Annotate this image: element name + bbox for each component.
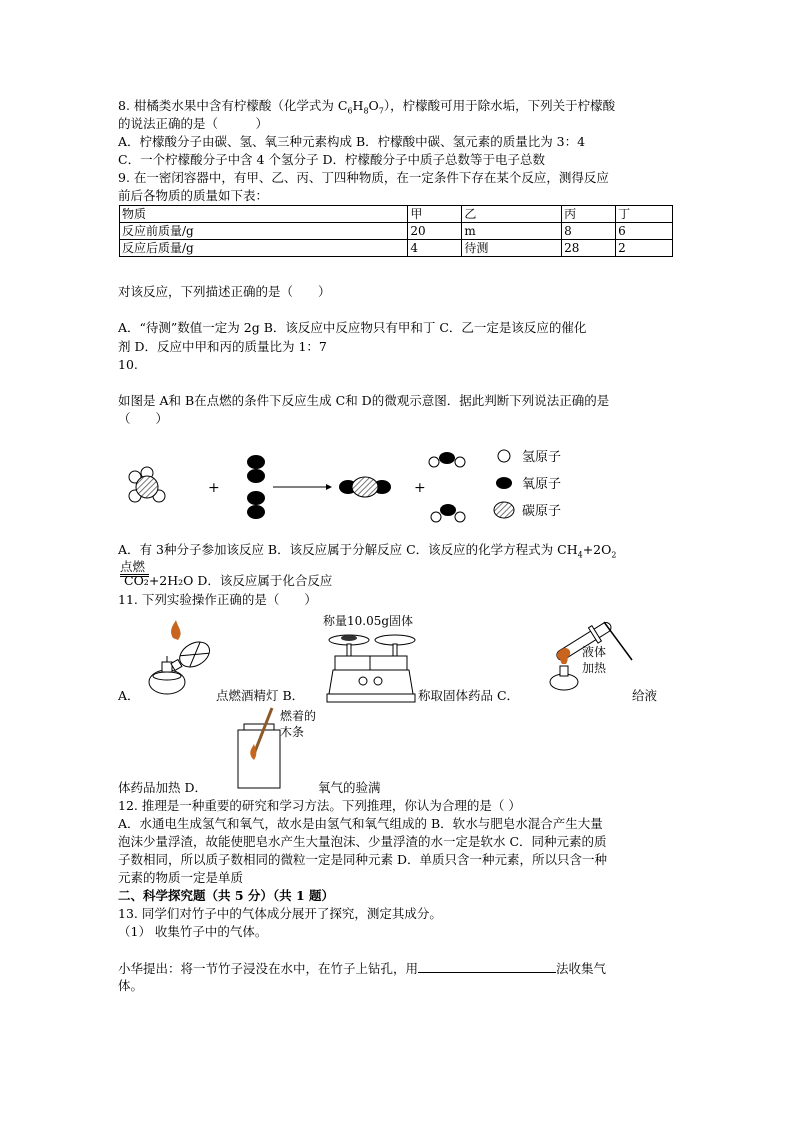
q10-stem-line1: 如图是 A和 B在点燃的条件下反应生成 C和 D的微观示意图．据此判断下列说法正确的是 — [118, 393, 610, 408]
q10-options-line2: CO₂+2H₂O D．该反应属于化合反应 — [124, 573, 333, 588]
svg-text:液体: 液体 — [582, 645, 607, 659]
table-header-cell: 丙 — [562, 206, 616, 223]
table-cell: 2 — [616, 240, 673, 257]
section-title: 二、科学探究题（共 5 分）（共 1 题） — [118, 888, 335, 903]
table-header-cell: 乙 — [462, 206, 562, 223]
q10-number: 10. — [118, 357, 138, 372]
q10-stem-line2: （ ） — [118, 411, 169, 426]
balance-caption: 称量10.05g固体 — [323, 614, 414, 628]
plus-sign: + — [414, 480, 426, 496]
q10-options-line1: A．有 3种分子参加该反应 B．该反应属于分解反应 C．该反应的化学方程式为 $CH_4+2O_2$ — [118, 542, 617, 560]
svg-text:氢原子: 氢原子 — [522, 449, 562, 464]
oxygen-test-bottle-icon — [230, 706, 330, 790]
table-cell: 28 — [562, 240, 616, 257]
q13-text-line2: 体。 — [118, 978, 144, 993]
q12-options-line2: 泡沫少量浮渣，故能使肥皂水产生大量泡沫、少量浮渣的水一定是软水 C．同种元素的质 — [118, 834, 607, 849]
q12-stem: 12. 推理是一种重要的研究和学习方法。下列推理，你认为合理的是（ ） — [118, 798, 521, 813]
table-cell: 反应后质量/g — [120, 240, 408, 257]
table-cell: 8 — [562, 223, 616, 240]
carbon-dioxide-molecule-icon — [339, 477, 391, 497]
test-tube-heating-icon — [540, 612, 640, 694]
table-cell: m — [462, 223, 562, 240]
table-cell: 20 — [408, 223, 462, 240]
q13-text-line1: 小华提出：将一节竹子浸没在水中，在竹子上钻孔，用 法收集气 — [118, 961, 607, 976]
table-header-cell: 甲 — [408, 206, 462, 223]
q8-options-cd: C．一个柠檬酸分子中含 4 个氢分子 D．柠檬酸分子中质子总数等于电子总数 — [118, 152, 545, 167]
methane-molecule-icon — [129, 467, 165, 502]
svg-text:燃着的: 燃着的 — [280, 709, 317, 723]
table-header-cell: 物质 — [120, 206, 408, 223]
water-molecule-icon — [429, 452, 465, 467]
svg-text:加热: 加热 — [582, 661, 607, 675]
q8-options-ab: A．柠檬酸分子由碳、氢、氧三种元素构成 B．柠檬酸中碳、氢元素的质量比为 3：4 — [118, 134, 586, 149]
reaction-condition: 点燃 — [120, 560, 149, 577]
q9-options-line1: A．“待测”数值一定为 2g B．该反应中反应物只有甲和丁 C．乙一定是该反应的催化 — [118, 320, 587, 335]
q13-stem: 13. 同学们对竹子中的气体成分展开了探究，测定其成分。 — [118, 906, 442, 921]
q10-reaction-diagram — [118, 440, 598, 530]
svg-text:碳原子: 碳原子 — [522, 503, 562, 518]
legend-carbon — [494, 502, 561, 518]
oxygen-molecule-icon — [247, 491, 265, 519]
table-row — [120, 223, 673, 240]
oxygen-molecule-icon — [247, 455, 265, 483]
plus-sign: + — [208, 480, 220, 496]
q12-options-line1: A．水通电生成氢气和氧气，故水是由氢气和氧气组成的 B．软水与肥皂水混合产生大量 — [118, 816, 603, 831]
alcohol-lamp-lighting-icon — [140, 618, 220, 700]
legend-hydrogen — [498, 449, 561, 464]
q13-part1: （1） 收集竹子中的气体。 — [118, 924, 268, 939]
q9-options-line2: 剂 D．反应中甲和丙的质量比为 1：7 — [118, 339, 327, 354]
q9-question: 对该反应，下列描述正确的是（ ） — [118, 284, 331, 299]
q11-options-line1: A． 点燃酒精灯 B． 称取固体药品 C． 给液 — [118, 688, 658, 703]
svg-text:木条: 木条 — [280, 725, 305, 739]
table-cell: 6 — [616, 223, 673, 240]
table-cell: 待测 — [462, 240, 562, 257]
reaction-arrow-icon — [273, 484, 332, 490]
balance-icon — [323, 626, 418, 706]
svg-text:氧原子: 氧原子 — [522, 476, 562, 491]
q9-stem-line1: 9. 在一密闭容器中，有甲、乙、丙、丁四种物质，在一定条件下存在某个反应，测得反应 — [118, 170, 609, 185]
q9-mass-table — [119, 205, 673, 257]
q8-stem-line1: 8. 柑橘类水果中含有柠檬酸（化学式为 $C_6H_8O_7$），柠檬酸可用于除水垢，下列关于柠檬酸 — [118, 98, 616, 116]
table-row — [120, 240, 673, 257]
water-molecule-icon — [431, 504, 465, 522]
q9-stem-line2: 前后各物质的质量如下表： — [118, 188, 269, 203]
legend-oxygen — [496, 476, 561, 491]
table-header-row — [120, 206, 673, 223]
q8-stem-line2: 的说法正确的是（ ） — [118, 116, 269, 131]
table-cell: 4 — [408, 240, 462, 257]
q11-stem: 11. 下列实验操作正确的是（ ） — [118, 592, 317, 607]
answer-blank[interactable] — [418, 960, 556, 973]
table-header-cell: 丁 — [616, 206, 673, 223]
q12-options-line3: 子数相同，所以质子数相同的微粒一定是同种元素 D．单质只含一种元素，所以只含一种 — [118, 852, 607, 867]
q11-options-line2: 体药品加热 D． 氧气的验满 — [118, 780, 381, 795]
q12-options-line4: 元素的物质一定是单质 — [118, 870, 244, 885]
table-cell: 反应前质量/g — [120, 223, 408, 240]
